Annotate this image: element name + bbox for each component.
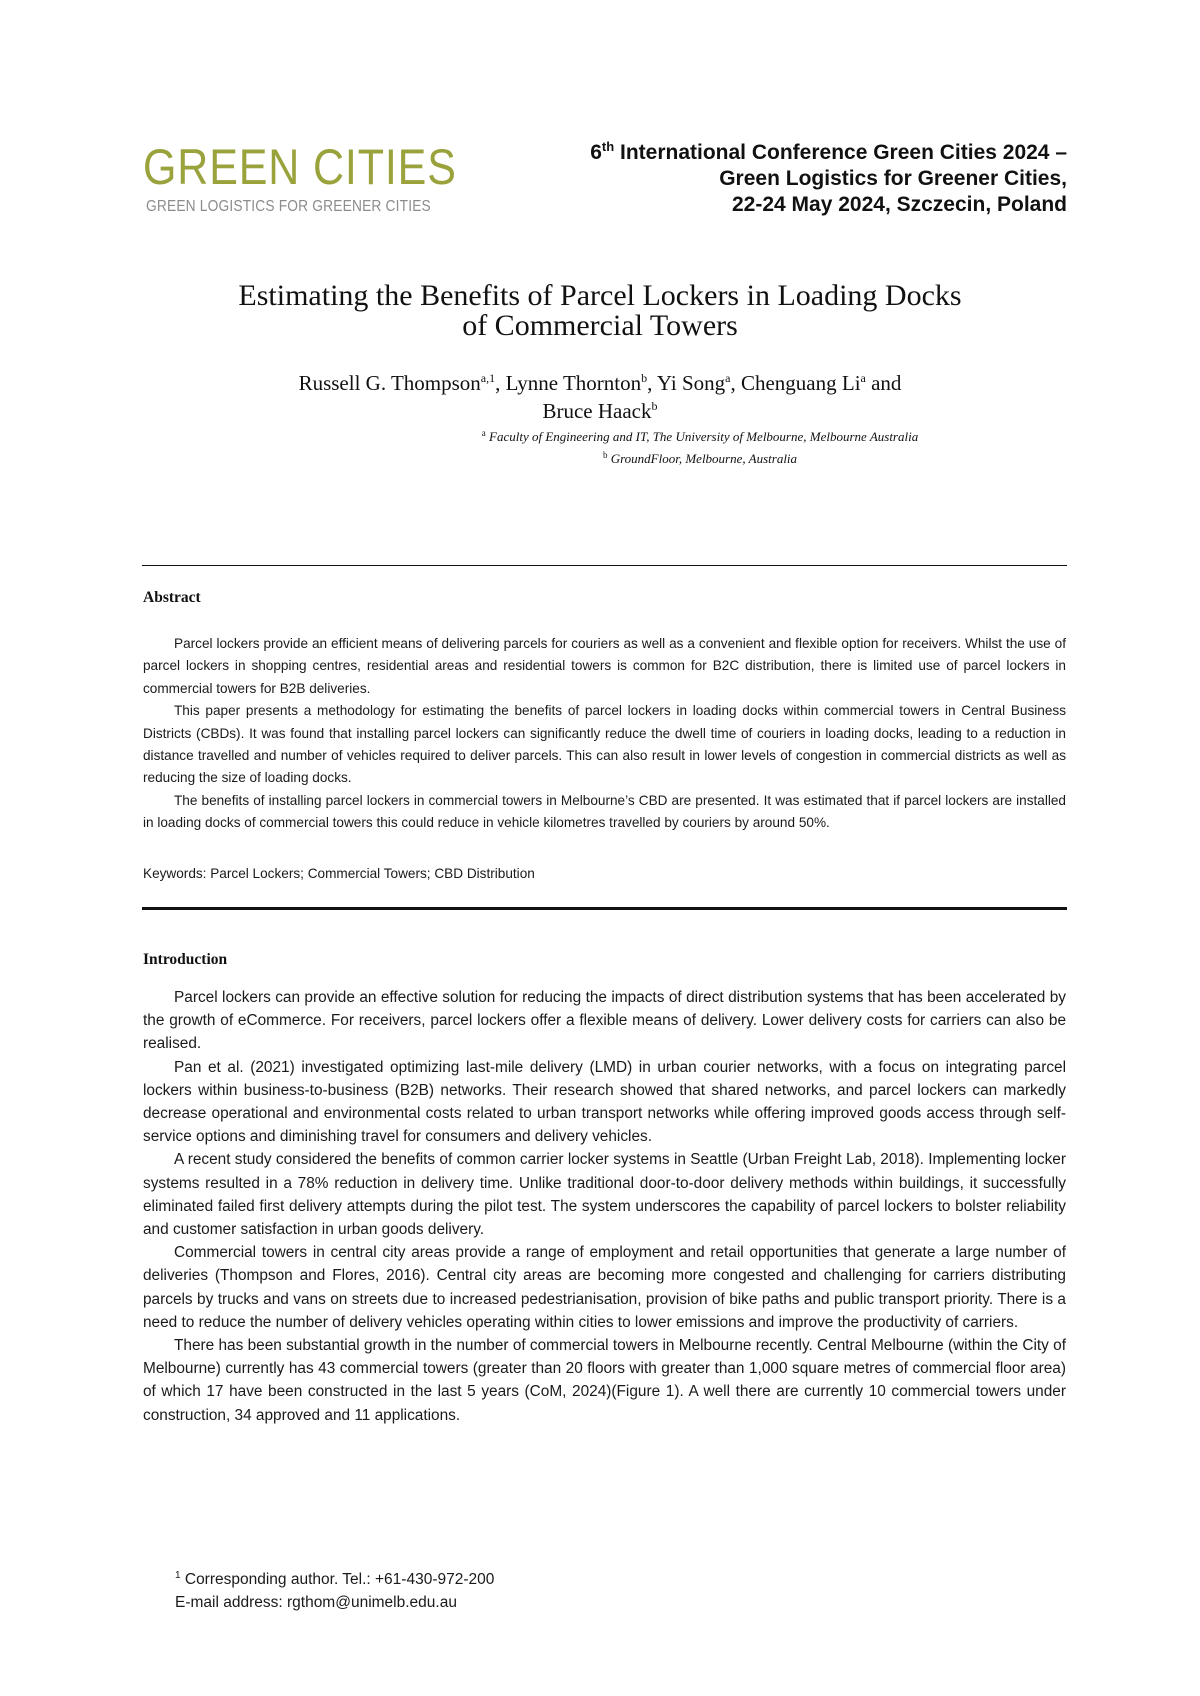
author-list [140,369,1060,425]
conference-header [590,140,1067,218]
affiliation-mark: b [602,450,608,460]
keywords: Keywords: Parcel Lockers; Commercial Towers; CBD Distribution [143,866,535,881]
introduction-paragraph: Commercial towers in central city areas provide a range of employment and retail opportunities that generate a large number of deliveries (Thompson and Flores, 2016). Central city areas are becoming more congested and challenging for carriers distributing parcels by trucks and vans on streets due to increased pedestrianisation, provision of bike paths and public transport priority. There is a need to reduce the number of delivery vehicles operating within cities to lower emissions and improve the productivity of carriers. [143,1244,1066,1331]
footnote-mark: 1 [175,1570,181,1581]
conference-line-3: 22-24 May 2024, Szczecin, Poland [732,193,1067,216]
affiliation [410,429,990,445]
affiliation-text: Faculty of Engineering and IT, The University of Melbourne, Melbourne Australia [485,429,919,444]
paper-title-line-2: of Commercial Towers [462,309,738,342]
abstract-body [143,633,1066,835]
author-affiliation-mark: b [651,399,658,413]
author-name: Yi Song [656,371,726,395]
introduction-paragraph: Parcel lockers can provide an effective solution for reducing the impacts of direct distribution systems that has been accelerated by the growth of eCommerce. For receivers, parcel lockers offer a flexible means of delivery. Lower delivery costs for carriers can also be realised. [143,989,1066,1053]
author-affiliation-mark: a [860,371,866,385]
author-name: Chenguang Li [740,371,861,395]
author-separator: and [865,371,902,395]
conference-logo-wordmark: GREEN CITIES [143,139,457,195]
introduction-body [143,986,1066,1427]
introduction-paragraph: A recent study considered the benefits of common carrier locker systems in Seattle (Urban Freight Lab, 2018). Implementing locker systems resulted in a 78% reduction in delivery time. Unlike traditional door-to-door delivery methods within buildings, it successfully eliminated failed first delivery attempts during the pilot test. The system underscores the capability of parcel lockers to bolster reliability and customer satisfaction in urban goods delivery. [143,1151,1066,1239]
author-affiliation-mark: a,1 [480,371,496,385]
abstract-paragraph: This paper presents a methodology for estimating the benefits of parcel lockers in loading docks within commercial towers in Central Business Districts (CBDs). It was found that installing parcel lockers can significantly reduce the dwell time of couriers in loading docks, leading to a reduction in distance travelled and number of vehicles required to deliver parcels. This can also result in lower levels of congestion in commercial districts as well as reducing the size of loading docks. [143,703,1066,786]
abstract-paragraph: The benefits of installing parcel lockers in commercial towers in Melbourne’s CBD are presented. It was estimated that if parcel lockers are installed in loading docks of commercial towers this could reduce in vehicle kilometres travelled by couriers by around 50%. [143,792,1066,831]
paper-title-line-1: Estimating the Benefits of Parcel Lockers in Loading Docks [238,279,962,312]
affiliation [560,451,840,467]
section-divider [142,565,1067,566]
affiliation-mark: a [481,428,486,438]
paper-title [140,281,1060,341]
footnote-line-1 [175,1568,494,1591]
conference-line-2: Green Logistics for Greener Cities, [719,167,1067,190]
author-separator: , [730,371,741,395]
conference-ordinal: 6 [590,141,602,164]
abstract-heading: Abstract [143,589,201,606]
introduction-paragraph: There has been substantial growth in the number of commercial towers in Melbourne recently. Central Melbourne (within the City of Melbourne) currently has 43 commercial towers (greater than 20 floors with greater than 1,000 square metres of commercial floor area) of which 17 have been constructed in the last 5 years (CoM, 2024)(Figure 1). A well there are currently 10 commercial towers under construction, 34 approved and 11 applications. [143,1337,1066,1424]
conference-name: International Conference Green Cities 2024 – [614,141,1067,164]
corresponding-author: Corresponding author. Tel.: +61-430-972-200 [180,1571,495,1588]
author-name: Lynne Thornton [505,371,642,395]
introduction-heading: Introduction [143,951,228,968]
section-divider-thick [142,907,1067,910]
author-separator: , [495,371,506,395]
author-name: Bruce Haack [542,399,652,423]
conference-logo-tagline: GREEN LOGISTICS FOR GREENER CITIES [146,198,431,215]
affiliation-text: GroundFloor, Melbourne, Australia [607,451,798,466]
author-affiliation-mark: a [725,371,731,385]
author-separator: , [647,371,657,395]
abstract-paragraph: Parcel lockers provide an efficient means of delivering parcels for couriers as well as a convenient and flexible option for receivers. Whilst the use of parcel lockers in shopping centres, residential areas and residential towers is common for B2C distribution, there is limited use of parcel lockers in commercial towers for B2B deliveries. [143,636,1066,696]
footnote [175,1568,494,1614]
introduction-paragraph: Pan et al. (2021) investigated optimizing last-mile delivery (LMD) in urban courier networks, with a focus on integrating parcel lockers within business-to-business (B2B) networks. Their research showed that shared networks, and parcel lockers can markedly decrease operational and environmental costs related to urban transport networks while offering improved goods access through self-service options and diminishing travel for consumers and delivery vehicles. [143,1058,1066,1146]
email-address: E-mail address: rgthom@unimelb.edu.au [175,1594,457,1611]
author-affiliation-mark: b [641,371,648,385]
conference-line-1 [590,140,1067,166]
author-name: Russell G. Thompson [298,371,481,395]
conference-ordinal-suffix: th [601,139,615,154]
